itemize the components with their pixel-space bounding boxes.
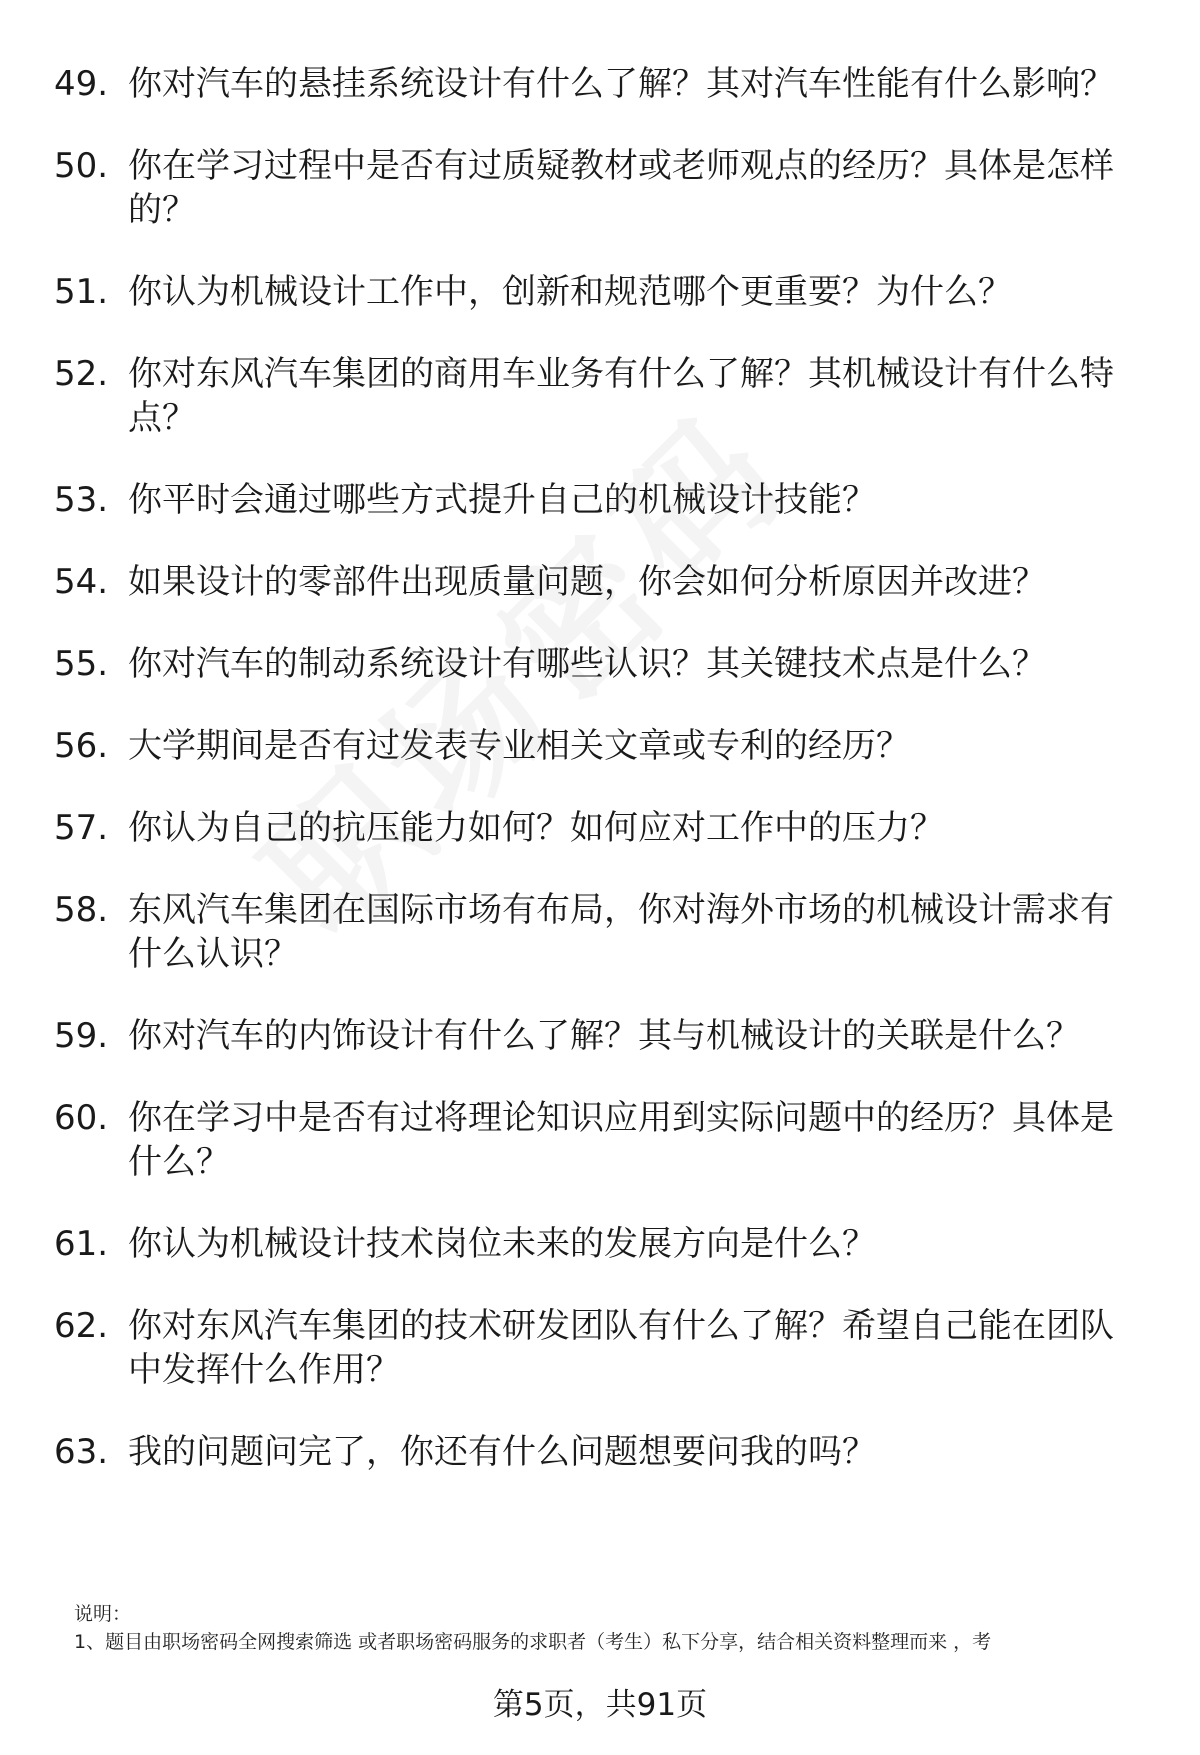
question-item [0,62,1200,106]
question-number: 54. [54,562,109,602]
question-number: 49. [54,64,109,104]
question-text: 你在学习中是否有过将理论知识应用到实际问题中的经历？具体是什么？ [128,1098,1114,1182]
question-text: 你对东风汽车集团的技术研发团队有什么了解？希望自己能在团队中发挥什么作用？ [128,1306,1114,1390]
note-body: 1、题目由职场密码全网搜索筛选 或者职场密码服务的求职者（考生）私下分享，结合相关资料整理而来 ，考 [74,1631,992,1653]
question-text: 你认为机械设计工作中，创新和规范哪个更重要？为什么？ [128,272,1012,312]
question-item [0,642,1200,686]
question-item [0,270,1200,314]
question-item [0,1430,1200,1474]
question-item [0,144,1200,232]
question-text: 如果设计的零部件出现质量问题，你会如何分析原因并改进？ [128,562,1046,602]
question-text: 你平时会通过哪些方式提升自己的机械设计技能？ [128,480,876,520]
question-text: 你对汽车的内饰设计有什么了解？其与机械设计的关联是什么？ [128,1016,1080,1056]
question-text: 你对汽车的制动系统设计有哪些认识？其关键技术点是什么？ [128,644,1046,684]
question-text: 你对东风汽车集团的商用车业务有什么了解？其机械设计有什么特点？ [128,354,1114,438]
question-number: 62. [54,1306,109,1346]
question-text: 大学期间是否有过发表专业相关文章或专利的经历？ [128,726,910,766]
question-list [0,62,1200,1512]
question-number: 61. [54,1224,109,1264]
question-number: 56. [54,726,109,766]
question-item [0,1096,1200,1184]
question-number: 52. [54,354,109,394]
question-number: 63. [54,1432,109,1472]
question-number: 51. [54,272,109,312]
question-text: 你对汽车的悬挂系统设计有什么了解？其对汽车性能有什么影响？ [128,64,1114,104]
question-number: 59. [54,1016,109,1056]
question-item [0,560,1200,604]
question-text: 你认为机械设计技术岗位未来的发展方向是什么？ [128,1224,876,1264]
question-number: 57. [54,808,109,848]
question-item [0,352,1200,440]
question-text: 东风汽车集团在国际市场有布局，你对海外市场的机械设计需求有什么认识？ [128,890,1114,974]
question-item [0,1222,1200,1266]
question-text: 你在学习过程中是否有过质疑教材或老师观点的经历？具体是怎样的？ [128,146,1114,230]
question-item [0,478,1200,522]
question-item [0,1014,1200,1058]
question-item [0,1304,1200,1392]
question-item [0,724,1200,768]
note-title: 说明： [74,1603,132,1625]
page-number-footer: 第5页，共91页 [492,1687,708,1723]
question-item [0,888,1200,976]
question-number: 53. [54,480,109,520]
question-number: 55. [54,644,109,684]
question-number: 60. [54,1098,109,1138]
question-number: 50. [54,146,109,186]
explanatory-note [74,1600,1164,1656]
question-item [0,806,1200,850]
question-text: 你认为自己的抗压能力如何？如何应对工作中的压力？ [128,808,944,848]
question-text: 我的问题问完了，你还有什么问题想要问我的吗？ [128,1432,876,1472]
question-number: 58. [54,890,109,930]
